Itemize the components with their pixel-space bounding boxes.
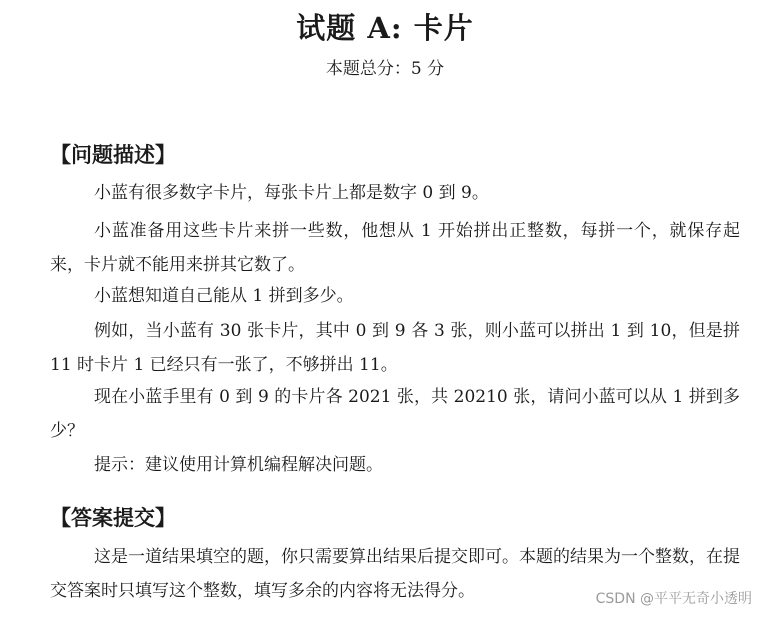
description-paragraph: 例如，当小蓝有 30 张卡片，其中 0 到 9 各 3 张，则小蓝可以拼出 1 到 10，但是拼 11 时卡片 1 已经只有一张了，不够拼出 11。 [50, 321, 740, 375]
page-title: 试题 A: 卡片 [296, 11, 474, 45]
description-paragraph: 小蓝准备用这些卡片来拼一些数，他想从 1 开始拼出正整数，每拼一个，就保存起来，卡片就不能用来拼其它数了。 [50, 221, 740, 275]
csdn-watermark: CSDN @平平无奇小透明 [595, 591, 752, 607]
submission-paragraph: 这是一道结果填空的题，你只需要算出结果后提交即可。本题的结果为一个整数，在提交答案时只填写这个整数，填写多余的内容将无法得分。 [50, 547, 740, 601]
hint-paragraph: 提示：建议使用计算机编程解决问题。 [94, 455, 383, 475]
submission-heading: 【答案提交】 [50, 505, 176, 530]
score-line: 本题总分：5 分 [325, 59, 445, 79]
description-paragraph: 小蓝有很多数字卡片，每张卡片上都是数字 0 到 9。 [94, 183, 489, 203]
description-paragraph: 现在小蓝手里有 0 到 9 的卡片各 2021 张，共 20210 张，请问小蓝可以从 1 拼到多少？ [50, 387, 740, 441]
description-heading: 【问题描述】 [50, 142, 176, 167]
description-paragraph: 小蓝想知道自己能从 1 拼到多少。 [94, 286, 354, 306]
